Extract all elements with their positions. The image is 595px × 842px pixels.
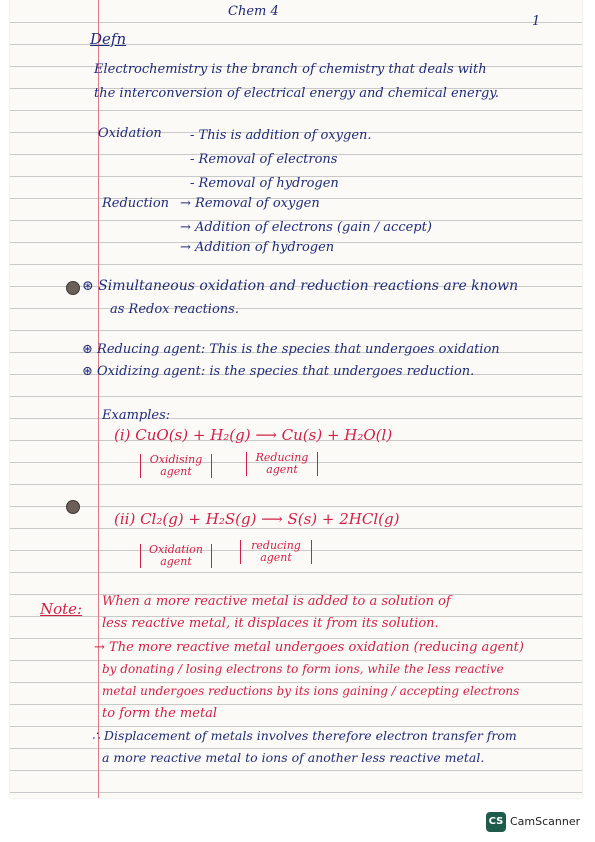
electrochem-line-1: Electrochemistry is the branch of chemistry that deals with	[94, 62, 487, 77]
note-line: metal undergoes reductions by its ions gaining / accepting electrons	[102, 684, 520, 698]
equation-1: (i) CuO(s) + H₂(g) ⟶ Cu(s) + H₂O(l)	[114, 426, 393, 444]
oxidation-item: - Removal of hydrogen	[190, 176, 339, 191]
binder-hole	[66, 281, 80, 295]
ruled-line	[10, 770, 582, 771]
camscanner-logo: CS	[486, 812, 506, 832]
note-label: Note:	[40, 600, 83, 618]
ruled-line	[10, 528, 582, 529]
examples-label: Examples:	[102, 408, 171, 423]
conclusion-line: a more reactive metal to ions of another less reactive metal.	[102, 750, 485, 765]
conclusion-line: ∴ Displacement of metals involves therefore electron transfer from	[92, 728, 517, 743]
note-line: by donating / losing electrons to form ions, while the less reactive	[102, 662, 504, 676]
reduction-item: → Removal of oxygen	[180, 196, 320, 211]
note-line: less reactive metal, it displaces it from its solution.	[102, 616, 439, 631]
ruled-line	[10, 506, 582, 507]
heading: Defn	[90, 30, 127, 48]
ruled-line	[10, 726, 582, 727]
oxidation-label: Oxidation	[98, 126, 162, 141]
ruled-line	[10, 748, 582, 749]
equation-1-reducing-label: Reducing agent	[246, 452, 318, 476]
margin-line	[98, 0, 99, 798]
ruled-line	[10, 704, 582, 705]
oxidizing-agent-definition: ⊛ Oxidizing agent: is the species that undergoes reduction.	[82, 364, 475, 379]
reduction-label: Reduction	[102, 196, 170, 211]
note-line: to form the metal	[102, 706, 218, 721]
ruled-line	[10, 22, 582, 23]
oxidation-item: - Removal of electrons	[190, 152, 338, 167]
ruled-line	[10, 660, 582, 661]
equation-1-oxidising-label: Oxidising agent	[140, 454, 212, 478]
ruled-line	[10, 308, 582, 309]
ruled-line	[10, 264, 582, 265]
page-number: 1	[532, 14, 541, 29]
reducing-agent-definition: ⊛ Reducing agent: This is the species that undergoes oxidation	[82, 342, 500, 357]
camscanner-watermark: CamScanner	[510, 815, 581, 828]
equation-2-oxidation-label: Oxidation agent	[140, 544, 212, 568]
redox-line-2: as Redox reactions.	[110, 302, 239, 317]
note-line: When a more reactive metal is added to a solution of	[102, 594, 451, 609]
ruled-line	[10, 638, 582, 639]
oxidation-item: - This is addition of oxygen.	[190, 128, 372, 143]
binder-hole	[66, 500, 80, 514]
note-line: → The more reactive metal undergoes oxidation (reducing agent)	[94, 640, 524, 655]
ruled-line	[10, 110, 582, 111]
electrochem-line-2: the interconversion of electrical energy and chemical energy.	[94, 86, 500, 101]
reduction-item: → Addition of electrons (gain / accept)	[180, 220, 432, 235]
equation-2-reducing-label: reducing agent	[240, 540, 312, 564]
ruled-line	[10, 330, 582, 331]
redox-line-1: ⊛ Simultaneous oxidation and reduction reactions are known	[82, 278, 519, 294]
ruled-line	[10, 418, 582, 419]
ruled-line	[10, 484, 582, 485]
reduction-item: → Addition of hydrogen	[180, 240, 335, 255]
equation-2: (ii) Cl₂(g) + H₂S(g) ⟶ S(s) + 2HCl(g)	[114, 510, 400, 528]
notebook-page	[10, 0, 582, 798]
ruled-line	[10, 396, 582, 397]
ruled-line	[10, 682, 582, 683]
page-title: Chem 4	[228, 4, 279, 19]
ruled-line	[10, 792, 582, 793]
ruled-line	[10, 572, 582, 573]
